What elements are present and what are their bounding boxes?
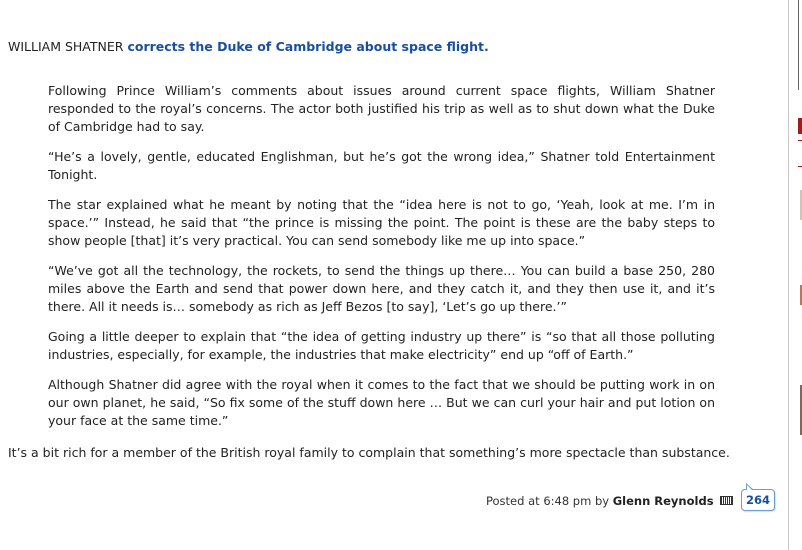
quote-paragraph-3: The star explained what he meant by noting that the “idea here is not to go, ‘Yeah, look at me. I’m in space.’” Instead, he said that “the prince is missing the point. The point is these are the baby steps to show people [that] it’s very practical. You can send somebody like me up into space.”	[48, 197, 715, 248]
quoted-excerpt	[48, 82, 715, 442]
source-link[interactable]: corrects the Duke of Cambridge about space flight.	[127, 39, 489, 54]
post-lead	[8, 38, 780, 56]
quote-paragraph-6: Although Shatner did agree with the royal when it comes to the fact that we should be putting work in on our own planet, he said, “So fix some of the stuff down here … But we can curl your hair and put lotion on your face at the same time.”	[48, 377, 715, 428]
sidebar-rule	[798, 0, 799, 90]
email-icon[interactable]	[720, 496, 733, 505]
lead-name: WILLIAM SHATNER	[8, 39, 124, 54]
author-commentary: It’s a bit rich for a member of the British royal family to complain that something’s more spectacle than substance.	[8, 445, 730, 460]
author-link[interactable]: Glenn Reynolds	[612, 494, 714, 508]
quote-paragraph-1: Following Prince William’s comments about issues around current space flights, William Shatner responded to the royal’s concerns. The actor both justified his trip as well as to shut down what the Duke of Cambridge had to say.	[48, 83, 715, 134]
quote-paragraph-4: “We’ve got all the technology, the rockets, to send the things up there… You can build a base 250, 280 miles above the Earth and send that power down here, and they catch it, and they then use it, and it’s there. All it needs is… somebody as rich as Jeff Bezos [to say], ‘Let’s go up there.’”	[48, 263, 715, 314]
permalink-time[interactable]: 6:48 pm	[543, 494, 592, 508]
sidebar-edge	[789, 0, 802, 550]
sidebar-accent-rule	[798, 140, 802, 141]
sidebar-heading-mark	[798, 118, 802, 134]
by-label: by	[594, 494, 610, 508]
quote-paragraph-2: “He’s a lovely, gentle, educated Englishman, but he’s got the wrong idea,” Shatner told Entertainment Tonight.	[48, 149, 715, 182]
posted-prefix: Posted at	[486, 494, 540, 508]
sidebar-accent-rule-2	[798, 166, 802, 167]
comment-count-button[interactable]: 264	[741, 489, 775, 511]
quote-paragraph-5: Going a little deeper to explain that “the idea of getting industry up there” is “so that all those polluting industries, especially, for example, the industries that make electricity” end up “off of Earth.”	[48, 329, 715, 362]
post-footer	[486, 493, 733, 509]
